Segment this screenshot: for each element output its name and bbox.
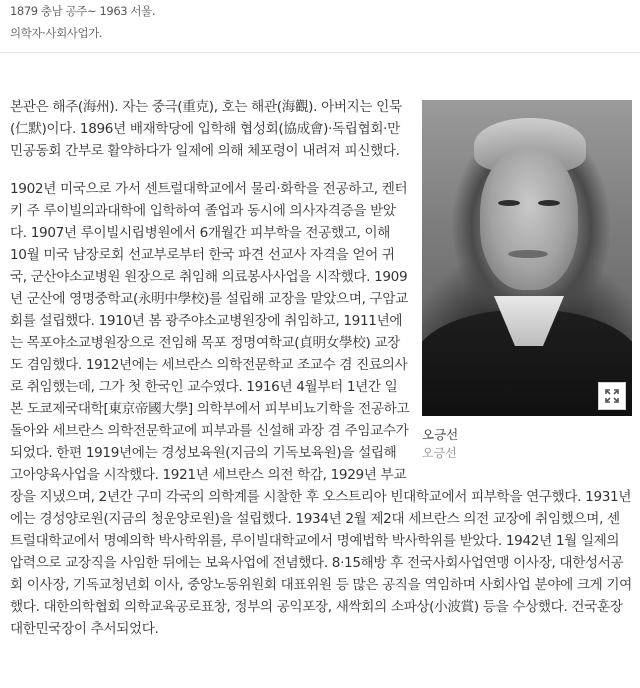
expand-icon[interactable] xyxy=(598,382,626,410)
figure-caption: 오긍선 xyxy=(422,427,459,442)
summary-header xyxy=(10,0,630,44)
article-body xyxy=(10,96,632,656)
life-span-line: 1879 충남 공주~ 1963 서울. xyxy=(10,4,156,18)
paragraph-career: 1902년 미국으로 가서 센트럴대학교에서 물리·화학을 전공하고, 켄터키 주 루이빌의과대학에 입학하여 졸업과 동시에 의사자격증을 받았다. 1907년 루이빌시립병원에서 6개월간 피부학을 전공했고, 이해 10월 미국 남장로회 선교부로부터 한국 파견 선교사 자격을 얻어 귀국, 군산야소교병원 원장으로 취임해 의료봉사사업을 시작했다. 1909년 군산에 영명중학교(永明中學校)를 설립해 교장을 맡았으며, 구암교회를 설립했다. 1910년 봄 광주야소교병원장에 취임하고, 1911년에는 목포야소교병원장으로 전임해 목포 정명여학교(貞明女學校) 교장도 겸임했다. 1912년에는 세브란스 의학전문학교 조교수 겸 진료의사로 취임했는데, 그가 첫 한국인 교수였다. 1916년 4월부터 1년간 일본 도쿄제국대학[東京帝國大學] 의학부에서 피부비뇨기학을 전공하고 돌아와 세브란스 의학전문학교에 피부과를 신설해 과장 겸 주임교수가 되었다. 한편 1919년에는 경성보육원(지금의 기독보육원)을 설립해 고아양육사업을 시작했다. 1921년 세브란스 의전 학감, 1929년 부교장을 지냈으며, 2년간 구미 각국의 의학계를 시찰한 후 오스트리아 빈대학교에서 피부학을 연구했다. 1931년에는 경성양로원(지금의 청운양로원)을 설립했다. 1934년 2월 제2대 세브란스 의전 교장에 취임했으며, 센트럴대학교에서 명예의학 박사학위를, 루이빌대학교에서 명예법학 박사학위를 받았다. 1942년 1월 일제의 압력으로 교장직을 사임한 뒤에는 보육사업에 전념했다. 8·15해방 후 전국사회사업연맹 이사장, 대한성서공회 이사장, 기독교청년회 이사, 중앙노동위원회 대표위원 등 많은 공직을 역임하며 사회사업 분야에 크게 기여했다. 대한의학협회 의학교육공로표창, 정부의 공익포장, 새싹회의 소파상(小波賞) 등을 수상했다. 건국훈장 대한민국장이 추서되었다. xyxy=(10,181,632,637)
occupation-line: 의학자·사회사업가. xyxy=(10,26,103,40)
header-divider xyxy=(0,52,640,53)
portrait-figure xyxy=(422,100,632,462)
portrait-photo[interactable] xyxy=(422,100,632,416)
figure-subcaption: 오긍선 xyxy=(422,446,457,460)
paragraph-origin: 본관은 해주(海州). 자는 중극(重克), 호는 해관(海觀). 아버지는 인묵(仁默)이다. 1896년 배재학당에 입학해 협성회(協成會)·독립협회·만민공동회 간부로 활약하다가 일제에 의해 체포령이 내려져 피신했다. xyxy=(10,99,402,159)
